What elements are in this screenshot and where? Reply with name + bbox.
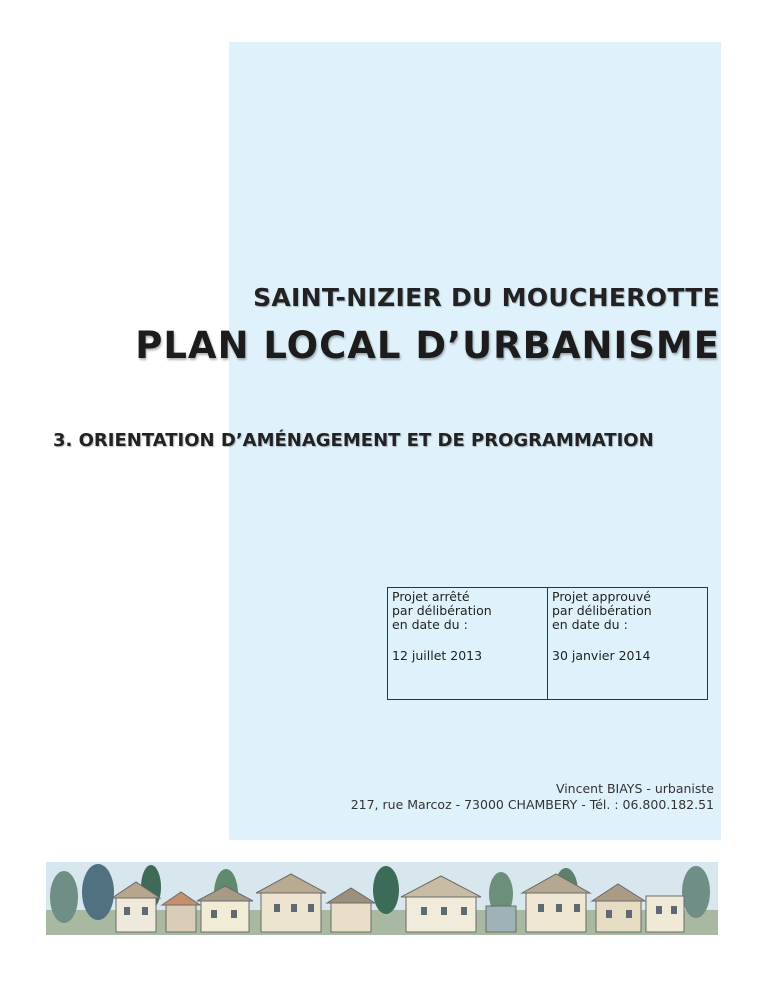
arrete-label: Projet arrêté par délibération en date du : (392, 589, 492, 632)
arrete-date: 12 juillet 2013 (392, 648, 483, 663)
arrete-cell (388, 588, 548, 700)
approval-table (387, 587, 708, 700)
author-name: Vincent BIAYS - urbaniste (555, 781, 714, 796)
author-block (351, 781, 714, 813)
approuve-cell (548, 588, 708, 700)
author-address: 217, rue Marcoz - 73000 CHAMBERY - Tél. : 06.800.182.51 (350, 797, 714, 812)
document-subtitle: 3. ORIENTATION D’AMÉNAGEMENT ET DE PROGRAMMATION (53, 430, 654, 451)
approuve-label: Projet approuvé par délibération en date du : (552, 589, 652, 632)
commune-name: SAINT-NIZIER DU MOUCHEROTTE (253, 283, 720, 312)
approuve-date: 30 janvier 2014 (552, 648, 651, 663)
document-title: PLAN LOCAL D’URBANISME (135, 324, 720, 367)
village-illustration-icon (46, 862, 718, 935)
